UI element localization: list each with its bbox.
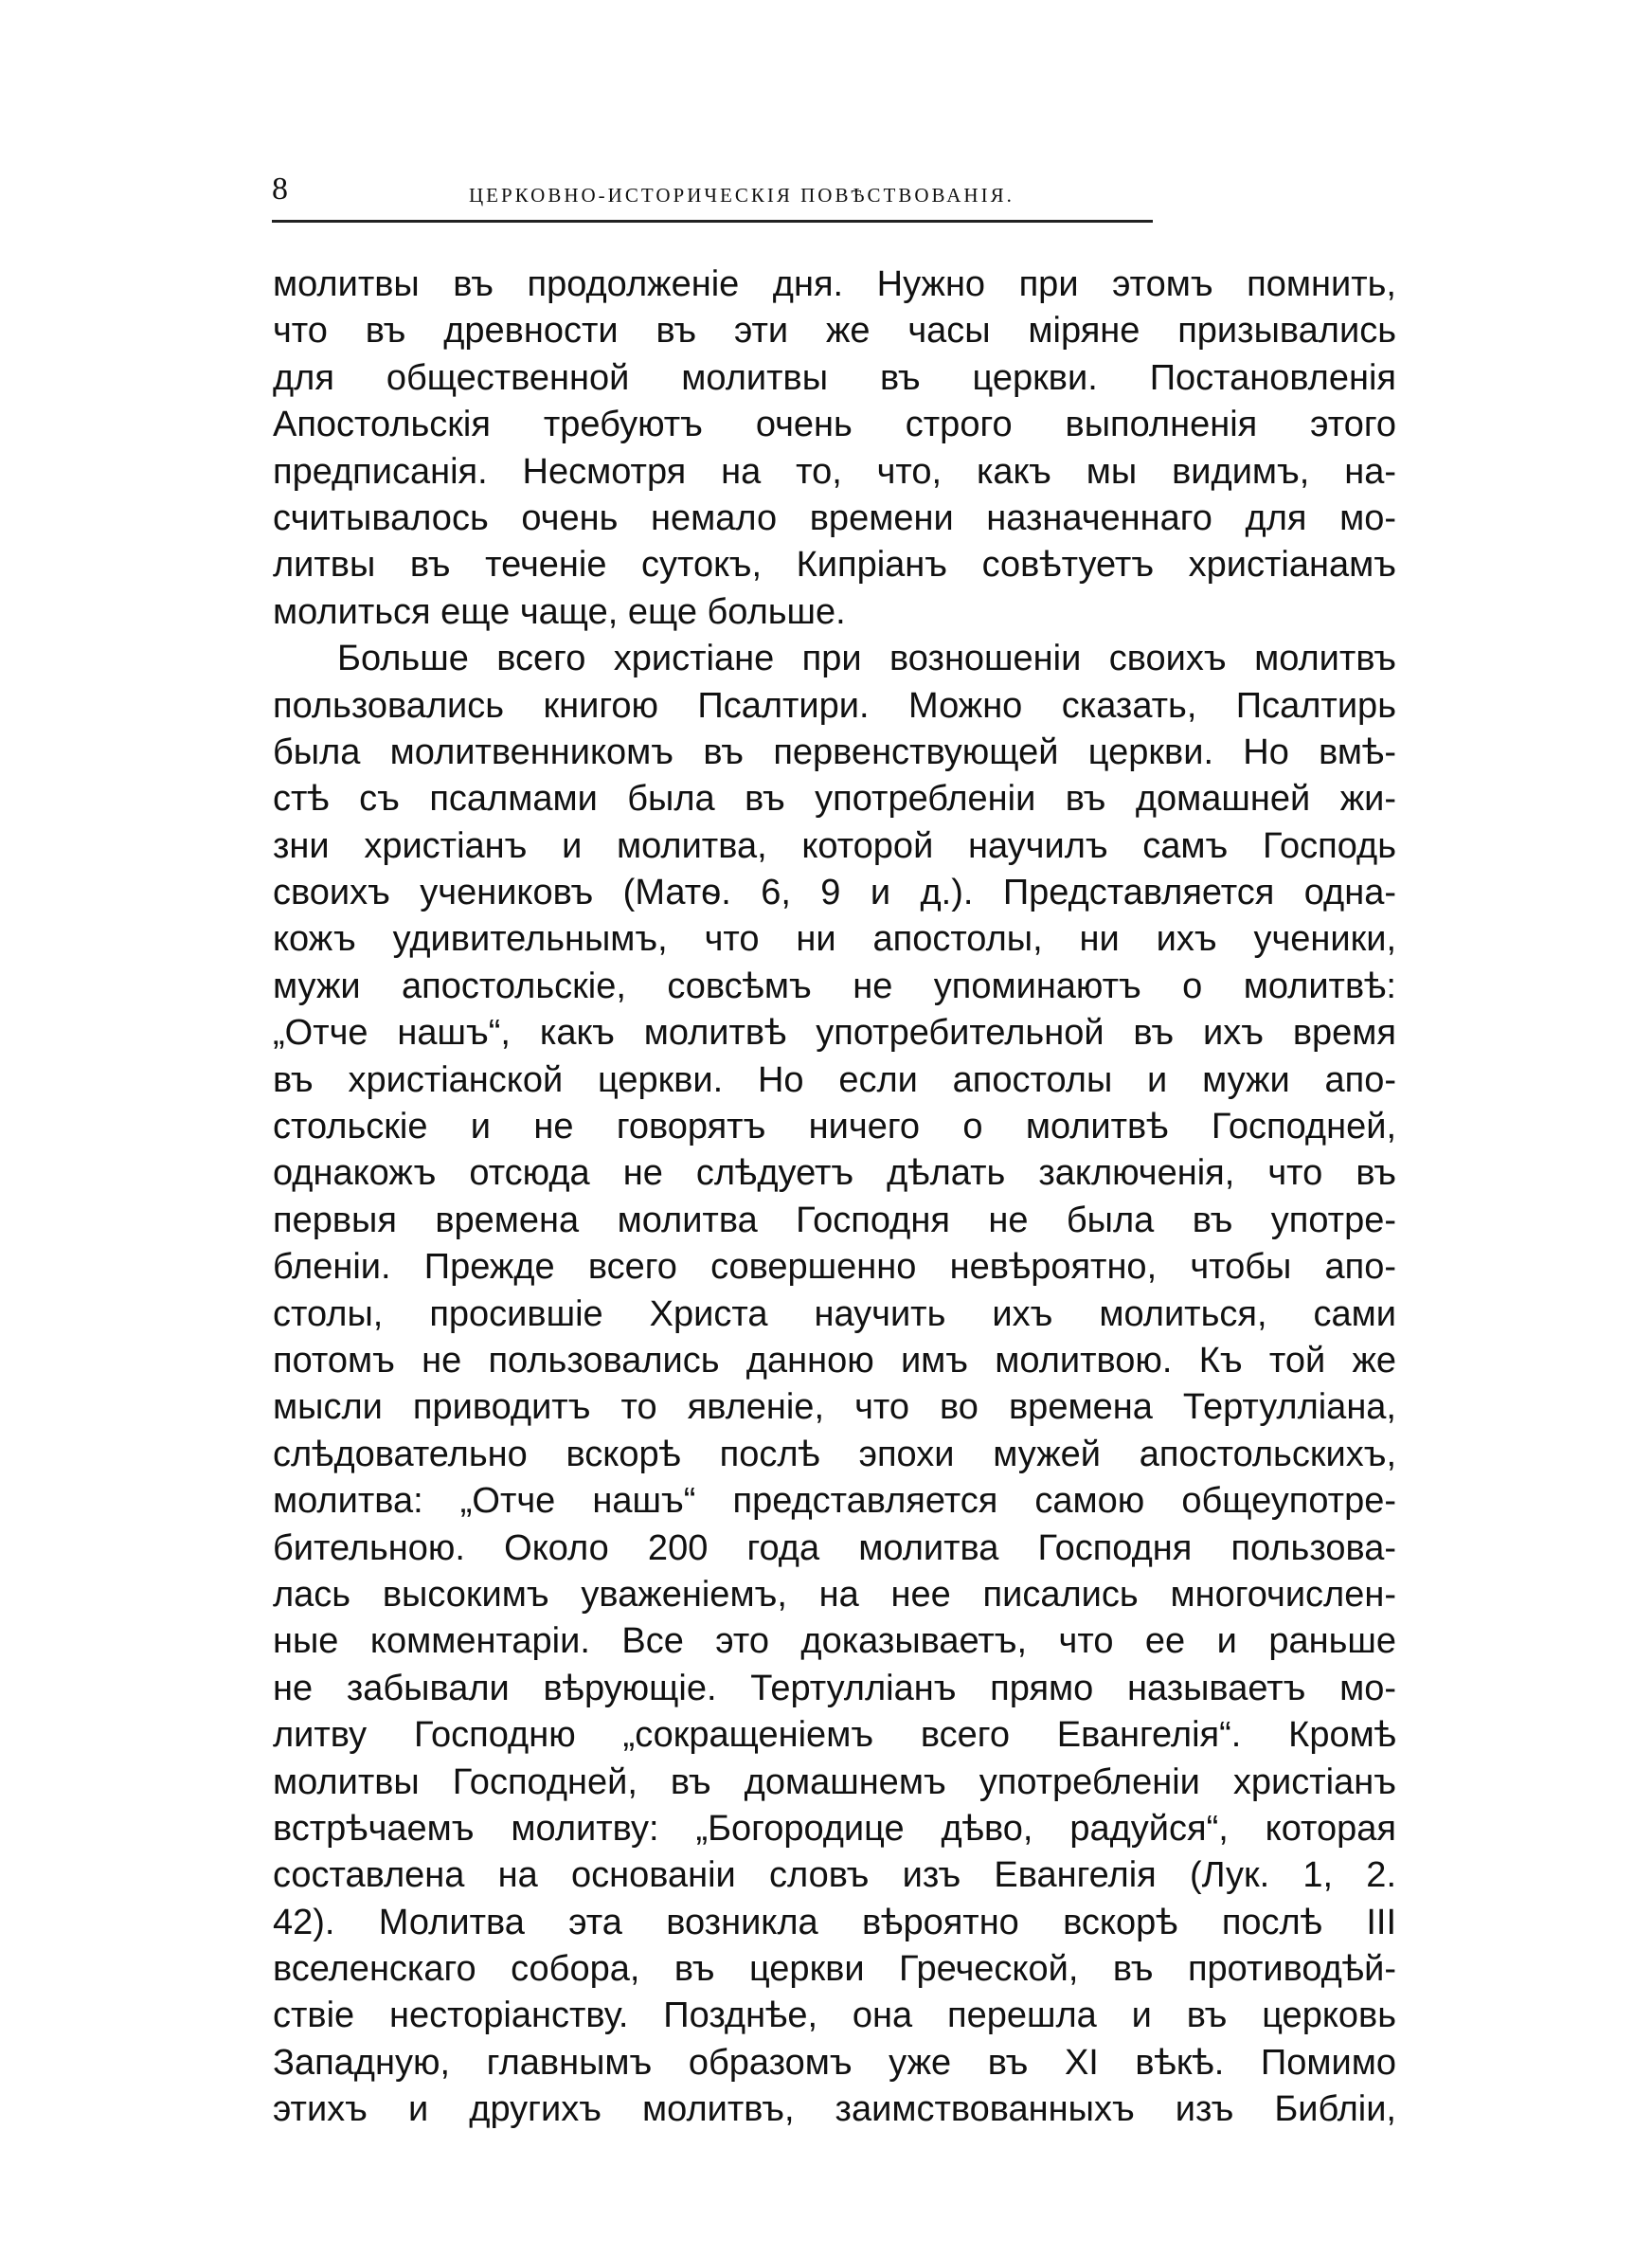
text-line: мысли приводитъ то явленіе, что во времена Тертулліана,	[273, 1387, 1396, 1428]
text-line: этихъ и другихъ молитвъ, заимствованныхъ изъ Библіи,	[273, 2089, 1396, 2130]
text-line: стольскіе и не говорятъ ничего о молитвѣ Господней,	[273, 1107, 1396, 1147]
text-line: своихъ учениковъ (Матѳ. 6, 9 и д.). Представляется одна-	[273, 873, 1396, 913]
text-line: молитвы Господней, въ домашнемъ употребленіи христіанъ	[273, 1761, 1396, 1802]
text-line: молиться еще чаще, еще больше.	[273, 591, 846, 632]
text-line: Больше всего христіане при возношеніи своихъ молитвъ	[337, 639, 1396, 679]
text-line: кожъ удивительнымъ, что ни апостолы, ни ихъ ученики,	[273, 919, 1396, 960]
text-line: потомъ не пользовались данною имъ молитвою. Къ той же	[273, 1340, 1396, 1381]
text-line: ствіе несторіанству. Позднѣе, она перешла и въ церковь	[273, 1995, 1396, 2036]
text-line: стѣ съ псалмами была въ употребленіи въ домашней жи-	[273, 779, 1396, 820]
page-header	[272, 171, 1153, 223]
text-line: мужи апостольскіе, совсѣмъ не упоминаютъ о молитвѣ:	[273, 966, 1396, 1006]
text-line: что въ древности въ эти же часы міряне призывались	[273, 311, 1396, 352]
text-line: молитва: „Отче нашъ“ представляется самою общеупотре-	[273, 1481, 1396, 1522]
text-line: молитвы въ продолженіе дня. Нужно при этомъ помнить,	[273, 264, 1396, 304]
text-line: столы, просившіе Христа научить ихъ молиться, сами	[273, 1293, 1396, 1334]
text-line: „Отче нашъ“, какъ молитвѣ употребительной въ ихъ время	[273, 1013, 1396, 1054]
text-line: литвы въ теченіе сутокъ, Кипріанъ совѣтуетъ христіанамъ	[273, 545, 1396, 586]
text-line: лась высокимъ уваженіемъ, на нее писались многочислен-	[273, 1574, 1396, 1615]
text-line: слѣдовательно вскорѣ послѣ эпохи мужей апостольскихъ,	[273, 1434, 1396, 1474]
text-line: первыя времена молитва Господня не была въ употре-	[273, 1200, 1396, 1240]
text-line: считывалось очень немало времени назначеннаго для мо-	[273, 497, 1396, 538]
text-line: вселенскаго собора, въ церкви Греческой, въ противодѣй-	[273, 1949, 1396, 1990]
text-line: однакожъ отсюда не слѣдуетъ дѣлать заключенія, что въ	[273, 1153, 1396, 1194]
text-line: Западную, главнымъ образомъ уже въ XI вѣкѣ. Помимо	[273, 2042, 1396, 2083]
text-line: для общественной молитвы въ церкви. Постановленія	[273, 357, 1396, 398]
text-line: не забывали вѣрующіе. Тертулліанъ прямо называетъ мо-	[273, 1668, 1396, 1708]
text-line: Апостольскія требуютъ очень строго выполненія этого	[273, 405, 1396, 445]
text-line: предписанія. Несмотря на то, что, какъ мы видимъ, на-	[273, 451, 1396, 492]
page-number: 8	[272, 172, 288, 207]
text-line: пользовались книгою Псалтири. Можно сказать, Псалтирь	[273, 685, 1396, 726]
body-text	[273, 262, 1396, 2134]
text-line: составлена на основаніи словъ изъ Евангелія (Лук. 1, 2.	[273, 1855, 1396, 1896]
text-line: въ христіанской церкви. Но если апостолы и мужи апо-	[273, 1059, 1396, 1100]
text-line: бительною. Около 200 года молитва Господня пользова-	[273, 1527, 1396, 1568]
text-line: бленіи. Прежде всего совершенно невѣроятно, чтобы апо-	[273, 1247, 1396, 1288]
text-line: была молитвенникомъ въ первенствующей церкви. Но вмѣ-	[273, 731, 1396, 772]
text-line: литву Господню „сокращеніемъ всего Евангелія“. Кромѣ	[273, 1715, 1396, 1756]
text-line: ные комментаріи. Все это доказываетъ, что ее и раньше	[273, 1621, 1396, 1662]
running-title: ЦЕРКОВНО-ИСТОРИЧЕСКІЯ ПОВѢСТВОВАНІЯ.	[469, 184, 1015, 207]
text-line: 42). Молитва эта возникла вѣроятно вскорѣ послѣ III	[273, 1902, 1396, 1942]
text-line: зни христіанъ и молитва, которой научилъ самъ Господь	[273, 825, 1396, 866]
text-line: встрѣчаемъ молитву: „Богородице дѣво, радуйся“, которая	[273, 1808, 1396, 1849]
